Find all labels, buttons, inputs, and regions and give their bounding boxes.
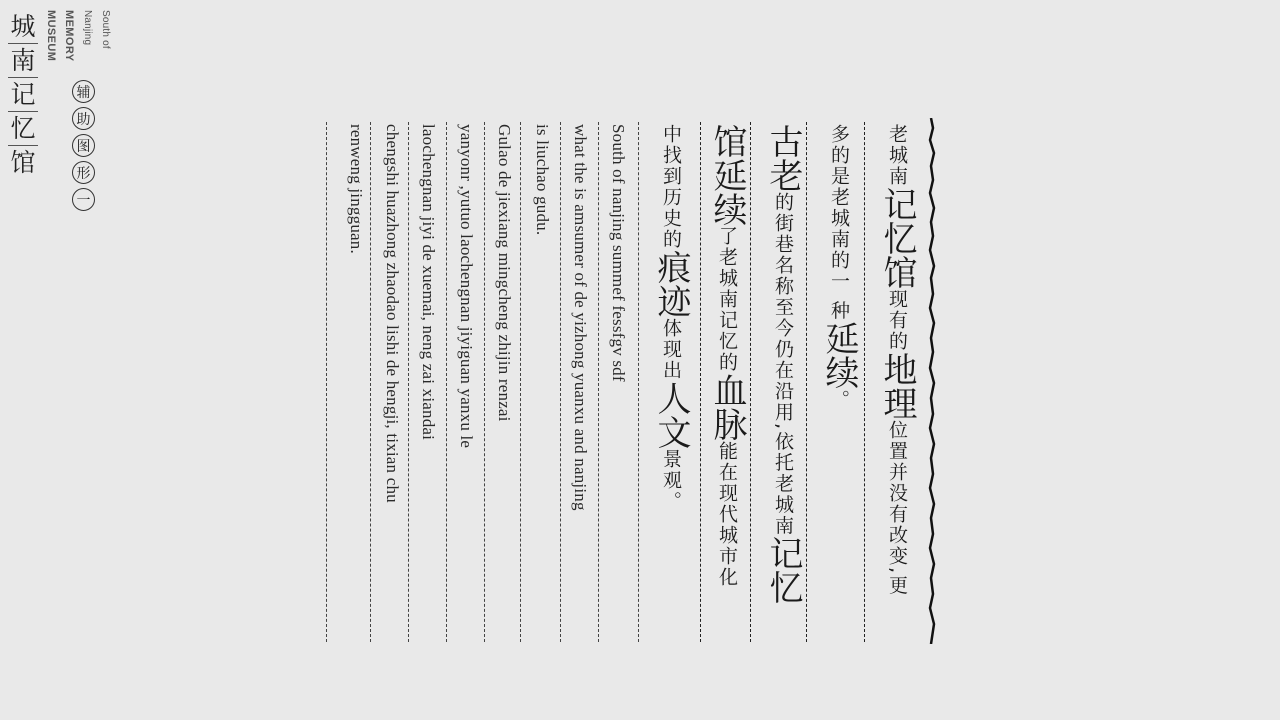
aux-label-char: 助: [72, 107, 95, 130]
brand-english-title: [42, 10, 114, 61]
text-run: 多的是老城南的一 种: [828, 124, 850, 322]
brand-char: 城: [8, 10, 38, 44]
english-text-column: yanyonr ,yutuo laochengnan jiyiguan yanxu le: [457, 124, 476, 449]
text-run: 。: [828, 389, 850, 411]
brand-chinese-title: [8, 10, 38, 179]
english-text-column: what the is amsumer of de yizhong yuanxu and nanjing: [571, 124, 590, 511]
column-divider: [408, 122, 409, 642]
column-divider: [370, 122, 371, 642]
text-run: 体现出: [660, 318, 682, 381]
emphasis-run: 人文: [651, 381, 691, 449]
english-text-column: chengshi huazhong zhaodao lishi de hengji, tixian chu: [383, 124, 402, 503]
column-divider: [806, 122, 807, 642]
column-divider: [560, 122, 561, 642]
chinese-text-column: [707, 124, 747, 588]
column-divider: [864, 122, 865, 642]
emphasis-run: 记忆馆: [877, 187, 917, 289]
english-text-column: renweng jingguan.: [347, 124, 366, 254]
emphasis-run: 延续: [819, 321, 859, 390]
brand-english-line1: South of Nanjing: [82, 10, 111, 49]
column-divider: [484, 122, 485, 642]
english-text-column: is liuchao gudu.: [533, 124, 552, 236]
column-divider: [638, 122, 639, 642]
brand-char: 馆: [10, 148, 36, 177]
brand-english-line2: MEMORY MUSEUM: [45, 10, 75, 62]
aux-label-char: 一: [72, 188, 95, 211]
aux-graphic-label: [72, 80, 98, 215]
aux-label-char: 辅: [72, 80, 95, 103]
emphasis-run: 馆延续: [707, 124, 747, 226]
torn-paper-edge: [928, 118, 936, 644]
text-run: 中找到历史的: [660, 124, 682, 250]
text-run: 现有的: [886, 289, 908, 352]
text-run: 景观。: [660, 449, 682, 512]
emphasis-run: 记忆: [763, 536, 803, 605]
brand-char: 南: [8, 44, 38, 78]
emphasis-run: 地理: [877, 352, 917, 420]
column-divider: [326, 122, 327, 642]
emphasis-run: 古老: [763, 124, 803, 192]
chinese-text-column: [877, 124, 917, 597]
text-run: 能在现代城市化: [716, 441, 738, 588]
column-divider: [446, 122, 447, 642]
text-run: 位置并没有改变,更: [886, 420, 908, 597]
brand-char: 记: [8, 78, 38, 112]
chinese-text-column: [651, 124, 691, 512]
english-text-column: laochengnan jiyi de xuemai, neng zai xiandai: [419, 124, 438, 441]
column-divider: [750, 122, 751, 642]
chinese-text-column: [819, 124, 859, 411]
column-divider: [700, 122, 701, 642]
emphasis-run: 痕迹: [651, 250, 691, 318]
column-divider: [598, 122, 599, 642]
emphasis-run: 血脉: [707, 373, 747, 441]
text-run: 老城南: [886, 124, 908, 187]
aux-label-char: 形: [72, 161, 95, 184]
english-text-column: South of nanjing summef fessfgv sdf: [609, 124, 628, 382]
aux-label-char: 图: [72, 134, 95, 157]
text-run: 的街巷名称至今仍在沿用,依托老城南: [772, 192, 794, 537]
chinese-text-column: [763, 124, 803, 605]
column-divider: [520, 122, 521, 642]
brand-char: 忆: [8, 112, 38, 146]
english-text-column: Gulao de jiexiang mingcheng zhijin renzai: [495, 124, 514, 422]
text-run: 了老城南记忆的: [716, 226, 738, 373]
